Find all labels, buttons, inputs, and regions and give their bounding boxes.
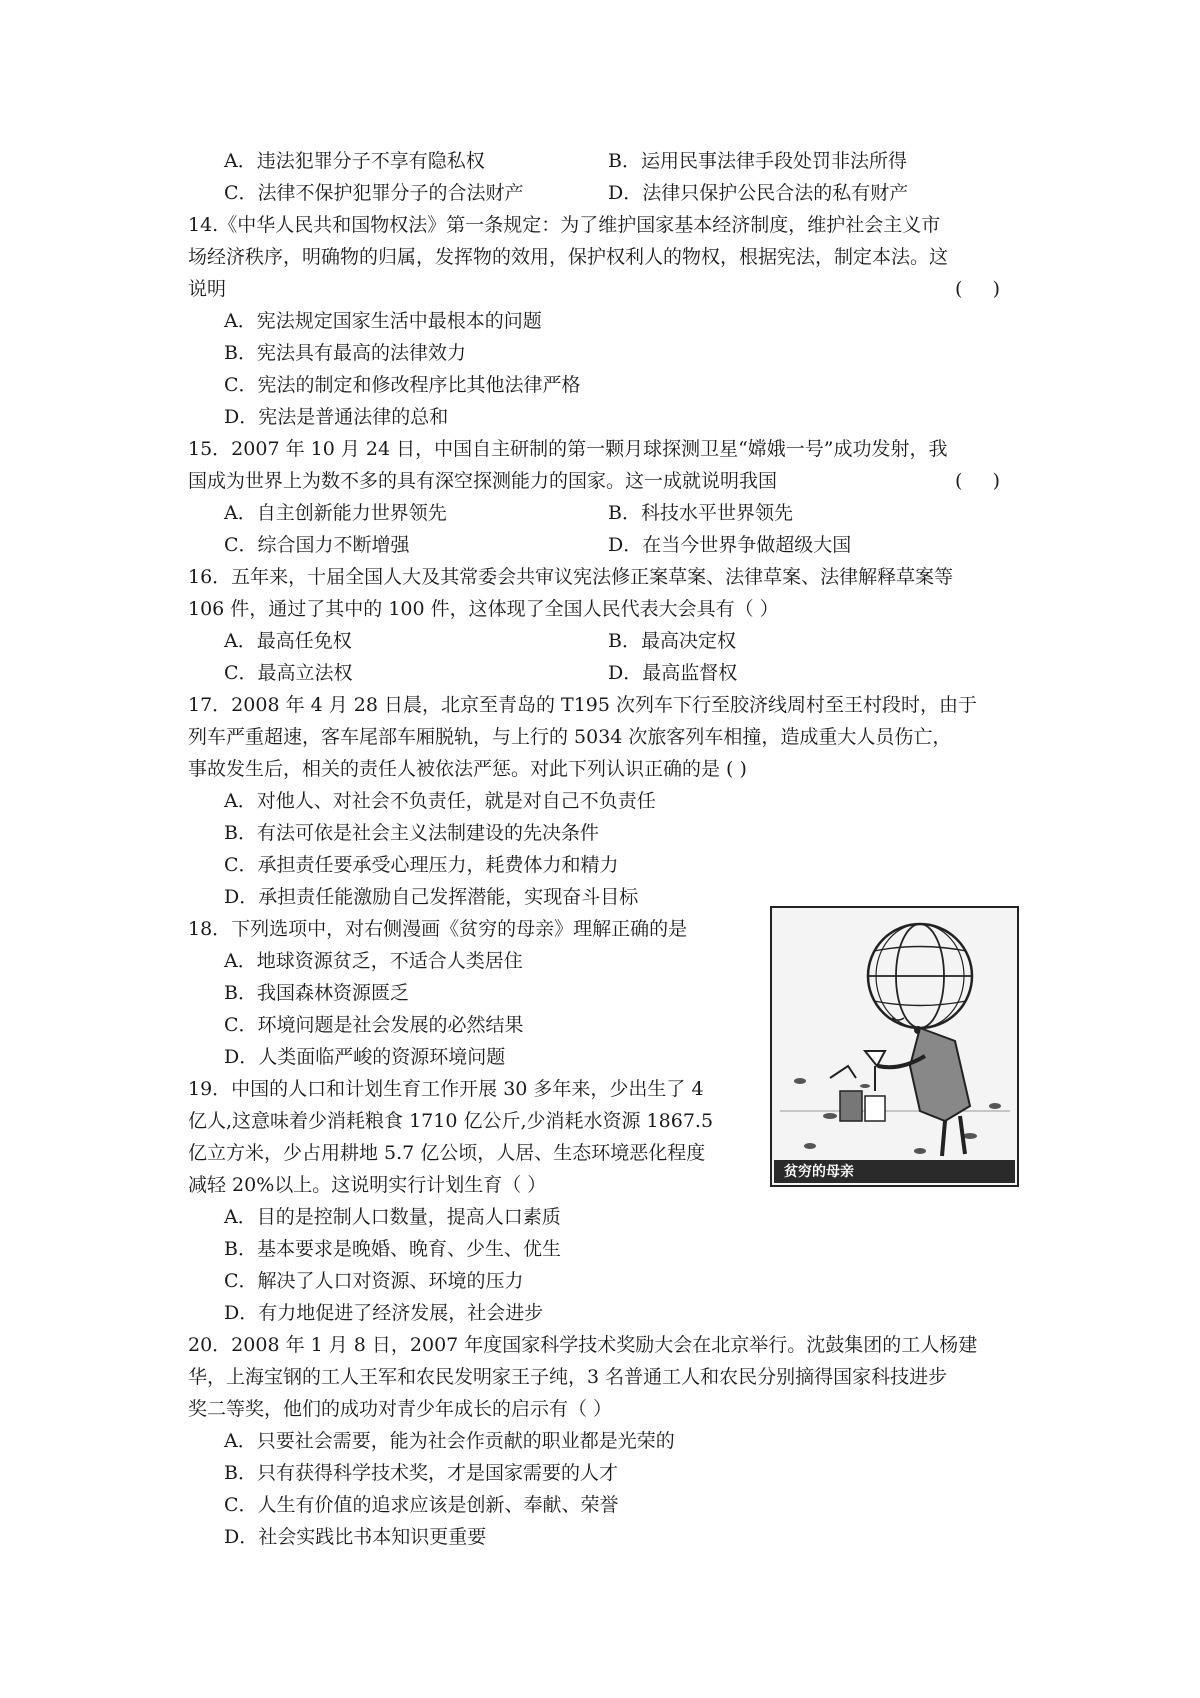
question-14-text: 说明 (188, 278, 227, 300)
answer-blank: ( ) (955, 470, 1001, 492)
question-20-text: 奖二等奖，他们的成功对青少年成长的启示有（ ） (188, 1398, 613, 1420)
option-c: C．宪法的制定和修改程序比其他法律严格 (224, 374, 581, 396)
option-d: D．有力地促进了经济发展，社会进步 (224, 1302, 544, 1324)
question-17-text: 事故发生后，相关的责任人被依法严惩。对此下列认识正确的是 ( ) (188, 758, 747, 780)
question-17-text: 列车严重超速，客车尾部车厢脱轨，与上行的 5034 次旅客列车相撞，造成重大人员伤亡， (188, 726, 952, 748)
option-b: B．科技水平世界领先 (608, 502, 793, 524)
cartoon-poor-mother (770, 906, 1019, 1187)
cartoon-illustration (770, 906, 1019, 1187)
question-19-text: 19．中国的人口和计划生育工作开展 30 多年来，少出生了 4 (188, 1078, 704, 1100)
option-b: B．有法可依是社会主义法制建设的先决条件 (224, 822, 599, 844)
question-19-text: 亿人,这意味着少消耗粮食 1710 亿公斤,少消耗水资源 1867.5 (188, 1110, 714, 1132)
option-c: C．综合国力不断增强 (224, 534, 410, 556)
question-16-text: 106 件，通过了其中的 100 件，这体现了全国人民代表大会具有（ ） (188, 598, 779, 620)
option-b: B．最高决定权 (608, 630, 736, 652)
option-b: B．基本要求是晚婚、晚育、少生、优生 (224, 1238, 561, 1260)
question-14-text: 14.《中华人民共和国物权法》第一条规定：为了维护国家基本经济制度，维护社会主义市 (188, 214, 941, 236)
option-d: D．人类面临严峻的资源环境问题 (224, 1046, 506, 1068)
option-a: A．目的是控制人口数量，提高人口素质 (224, 1206, 561, 1228)
option-d: D．承担责任能激励自己发挥潜能，实现奋斗目标 (224, 886, 639, 908)
option-d: D．社会实践比书本知识更重要 (224, 1526, 487, 1548)
option-a: A．宪法规定国家生活中最根本的问题 (224, 310, 542, 332)
question-17-text: 17．2008 年 4 月 28 日晨，北京至青岛的 T195 次列车下行至胶济线周村至王村段时，由于 (188, 694, 978, 716)
option-b: B．宪法具有最高的法律效力 (224, 342, 466, 364)
question-20-text: 华，上海宝钢的工人王军和农民发明家王子纯，3 名普通工人和农民分别摘得国家科技进步 (188, 1366, 948, 1388)
question-20-text: 20．2008 年 1 月 8 日，2007 年度国家科学技术奖励大会在北京举行。沈鼓集团的工人杨建 (188, 1334, 978, 1356)
option-c: C．最高立法权 (224, 662, 353, 684)
question-15-text: 15．2007 年 10 月 24 日，中国自主研制的第一颗月球探测卫星“嫦娥一号”成功发射，我 (188, 438, 948, 460)
option-b: B．运用民事法律手段处罚非法所得 (608, 150, 907, 172)
option-c: C．人生有价值的追求应该是创新、奉献、荣誉 (224, 1494, 619, 1516)
option-c: C．法律不保护犯罪分子的合法财产 (224, 182, 524, 204)
option-b: B．只有获得科学技术奖，才是国家需要的人才 (224, 1462, 618, 1484)
question-16-text: 16．五年来，十届全国人大及其常委会共审议宪法修正案草案、法律草案、法律解释草案等 (188, 566, 954, 588)
option-a: A．对他人、对社会不负责任，就是对自己不负责任 (224, 790, 656, 812)
answer-blank: ( ) (955, 278, 1001, 300)
option-d: D．最高监督权 (608, 662, 738, 684)
option-c: C．环境问题是社会发展的必然结果 (224, 1014, 524, 1036)
option-a: A．地球资源贫乏，不适合人类居住 (224, 950, 523, 972)
option-d: D．在当今世界争做超级大国 (608, 534, 852, 556)
option-c: C．解决了人口对资源、环境的压力 (224, 1270, 524, 1292)
option-d: D．法律只保护公民合法的私有财产 (608, 182, 909, 204)
option-a: A．最高任免权 (224, 630, 352, 652)
option-a: A．自主创新能力世界领先 (224, 502, 447, 524)
question-18-text: 18．下列选项中，对右侧漫画《贫穷的母亲》理解正确的是 (188, 918, 688, 940)
question-15-text: 国成为世界上为数不多的具有深空探测能力的国家。这一成就说明我国 (188, 470, 778, 492)
option-c: C．承担责任要承受心理压力，耗费体力和精力 (224, 854, 619, 876)
option-a: A．只要社会需要，能为社会作贡献的职业都是光荣的 (224, 1430, 675, 1452)
option-b: B．我国森林资源匮乏 (224, 982, 409, 1004)
question-19-text: 亿立方米，少占用耕地 5.7 亿公顷，人居、生态环境恶化程度 (188, 1142, 706, 1164)
option-d: D．宪法是普通法律的总和 (224, 406, 449, 428)
question-14-text: 场经济秩序，明确物的归属，发挥物的效用，保护权利人的物权，根据宪法，制定本法。这 (188, 246, 949, 268)
option-a: A．违法犯罪分子不享有隐私权 (224, 150, 485, 172)
question-19-text: 减轻 20%以上。这说明实行计划生育（ ） (188, 1174, 547, 1196)
cartoon-caption: 贫穷的母亲 (784, 1164, 854, 1180)
